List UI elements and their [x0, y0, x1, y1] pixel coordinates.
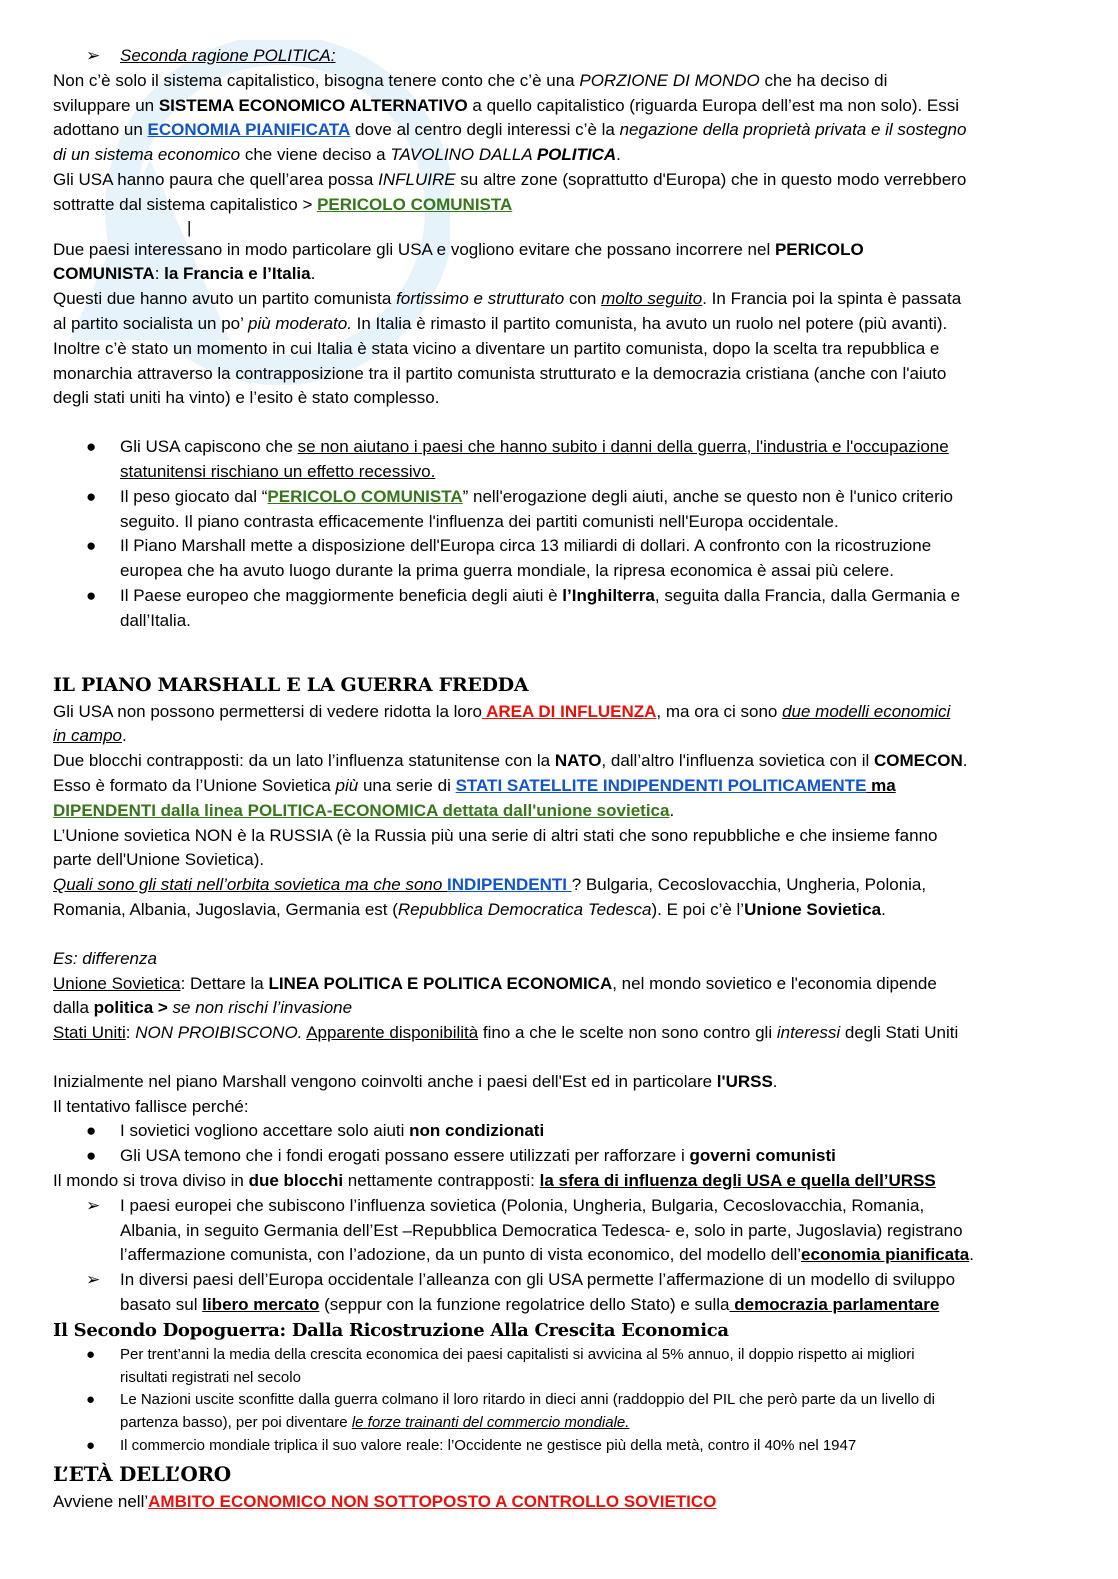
paragraph: Due paesi interessano in modo particolare gli USA e vogliono evitare che possano incorrere nel PERICOLO	[53, 239, 864, 259]
section-heading: IL PIANO MARSHALL E LA GUERRA FREDDA	[53, 673, 529, 696]
arrow-list	[53, 1194, 1063, 1318]
paragraph: DIPENDENTI dalla linea POLITICA-ECONOMICA dettata dall'unione sovietica.	[53, 800, 675, 820]
highlight-link: STATI SATELLITE INDIPENDENTI POLITICAMENTE	[455, 775, 867, 795]
paragraph: Stati Uniti: NON PROIBISCONO. Apparente disponibilità fino a che le scelte non sono contro gli interessi degli Stati Uniti	[53, 1023, 959, 1043]
bullet-list	[53, 1119, 1063, 1169]
list-item: ● Per trent’anni la media della crescita economica dei paesi capitalisti si avvicina al 5% annuo, il doppio rispetto ai migliori risultati registrati nel secolo	[86, 1345, 915, 1386]
paragraph: Inoltre c’è stato un momento in cui Italia è stata vicino a diventare un partito comunista, dopo la scelta tra repubblica e	[53, 338, 940, 358]
list-item: ● Il commercio mondiale triplica il suo valore reale: l’Occidente ne gestisce più della metà, contro il 40% nel 1947	[53, 1435, 1063, 1458]
section-heading: Il Secondo Dopoguerra: Dalla Ricostruzione Alla Crescita Economica	[53, 1319, 729, 1341]
bullet-icon: ●	[86, 1391, 96, 1409]
section-politica	[53, 44, 1063, 69]
list-item: ➢ In diversi paesi dell’Europa occidentale l’alleanza con gli USA permette l’affermazione di un modello di sviluppo basato sul libero mercato (seppur con la funzione regolatrice dello Stato) e sulla democrazia parlamentare	[86, 1270, 956, 1315]
bullet-icon: ●	[86, 486, 97, 506]
paragraph: Gli USA non possono permettersi di vedere ridotta la loro AREA DI INFLUENZA, ma ora ci sono due modelli economici	[53, 701, 951, 721]
bullet-list	[53, 1344, 1063, 1458]
paragraph: dalla politica > se non rischi l’invasione	[53, 998, 353, 1018]
paragraph: Romania, Albania, Jugoslavia, Germania est (Repubblica Democratica Tedesca). E poi c’è l’Unione Sovietica.	[53, 899, 886, 919]
list-item: ● Il peso giocato dal “PERICOLO COMUNISTA” nell'erogazione degli aiuti, anche se questo non è l'unico criterio seguito. Il piano contrasta efficacemente l'influenza dei partiti comunisti nell'Europa occidentale.	[86, 486, 953, 531]
paragraph: Esso è formato da l’Unione Sovietica più una serie di STATI SATELLITE INDIPENDENTI POLITICAMENTE ma	[53, 775, 896, 795]
paragraph: monarchia attraverso la contrapposizione tra il partito comunista strutturato e la democrazia cristiana (anche con l'aiuto	[53, 363, 947, 383]
list-item: ● Gli USA temono che i fondi erogati possano essere utilizzati per rafforzare i governi comunisti	[53, 1144, 1063, 1169]
highlight-link: PERICOLO COMUNISTA	[317, 194, 513, 214]
arrow-bullet-icon: ➢	[86, 1195, 101, 1215]
example-label: Es: differenza	[53, 948, 157, 968]
section-heading: L’ETÀ DELL’ORO	[53, 1461, 231, 1486]
paragraph: Non c’è solo il sistema capitalistico, bisogna tenere conto che c’è una PORZIONE DI MONDO che ha deciso di	[53, 70, 888, 90]
bullet-icon: ●	[86, 1121, 97, 1141]
paragraph: Quali sono gli stati nell’orbita sovietica ma che sono INDIPENDENTI ? Bulgaria, Cecoslovacchia, Ungheria, Polonia,	[53, 875, 927, 895]
highlight-link: PERICOLO COMUNISTA	[267, 486, 463, 506]
list-item: ● Gli USA capiscono che se non aiutano i paesi che hanno subito i danni della guerra, l'industria e l'occupazione statunitensi rischiano un effetto recessivo.	[86, 437, 949, 481]
highlight-link: DIPENDENTI dalla linea POLITICA-ECONOMICA dettata dall'unione sovietica	[53, 800, 670, 820]
paragraph: Due blocchi contrapposti: da un lato l’influenza statunitense con la NATO, dall’altro l'influenza sovietica con il COMECON.	[53, 751, 968, 771]
highlight-link: INDIPENDENTI	[447, 875, 572, 895]
highlight-link: AMBITO ECONOMICO NON SOTTOPOSTO A CONTROLLO SOVIETICO	[148, 1491, 717, 1511]
list-item: ➢ I paesi europei che subiscono l’influenza sovietica (Polonia, Ungheria, Bulgaria, Cecoslovacchia, Romania, Albania, in seguito Germania dell’Est –Repubblica Democratica Tedesca- e, solo in parte, Jugoslavia) registrano l’affermazione comunista, con l’adozione, da un punto di vista economico, del modello dell’economia pianificata.	[86, 1195, 974, 1265]
paragraph: Unione Sovietica: Dettare la LINEA POLITICA E POLITICA ECONOMICA, nel mondo sovietico e l'economia dipende	[53, 973, 937, 993]
paragraph: Avviene nell’AMBITO ECONOMICO NON SOTTOPOSTO A CONTROLLO SOVIETICO	[53, 1491, 717, 1511]
paragraph: parte dell'Unione Sovietica).	[53, 850, 265, 870]
paragraph: COMUNISTA: la Francia e l’Italia.	[53, 264, 316, 284]
bullet-icon: ●	[86, 536, 97, 556]
paragraph: Inizialmente nel piano Marshall vengono coinvolti anche i paesi dell'Est ed in particolare l'URSS.	[53, 1071, 778, 1091]
paragraph: al partito socialista un po’ più moderato. In Italia è rimasto il partito comunista, ha avuto un ruolo nel potere (più avanti).	[53, 313, 948, 333]
paragraph: di un sistema economico che viene deciso a TAVOLINO DALLA POLITICA.	[53, 145, 621, 165]
paragraph: Il tentativo fallisce perché:	[53, 1096, 249, 1116]
arrow-bullet-icon: ➢	[86, 46, 101, 65]
document-page	[53, 44, 1063, 1515]
highlight-link: ECONOMIA PIANIFICATA	[147, 120, 351, 140]
bullet-icon: ●	[86, 1146, 97, 1166]
paragraph: adottano un ECONOMIA PIANIFICATA dove al centro degli interessi c’è la negazione della proprietà privata e il sostegno	[53, 120, 967, 140]
bullet-icon: ●	[86, 1437, 96, 1455]
list-item: ● Il Piano Marshall mette a disposizione dell'Europa circa 13 miliardi di dollari. A confronto con la ricostruzione europea che ha avuto luogo durante la prima guerra mondiale, la ripresa economica è assai più celere.	[86, 536, 932, 581]
paragraph: sottratte dal sistema capitalistico > PERICOLO COMUNISTA	[53, 194, 513, 214]
list-item: ● I sovietici vogliono accettare solo aiuti non condizionati	[53, 1119, 1063, 1144]
list-item: ● Il Paese europeo che maggiormente beneficia degli aiuti è l’Inghilterra, seguita dalla Francia, dalla Germania e dall’Italia.	[86, 585, 961, 630]
bullet-icon: ●	[86, 1345, 96, 1363]
paragraph: degli stati uniti ha vinto) e l’esito è stato complesso.	[53, 388, 440, 408]
list-item: ● Le Nazioni uscite sconfitte dalla guerra colmano il loro ritardo in dieci anni (raddoppio del PIL che però parte da un livello di partenza basso), per poi diventare le forze trainanti del commercio mondiale.	[86, 1391, 935, 1432]
list-item	[53, 44, 1063, 69]
paragraph: in campo.	[53, 726, 127, 746]
bullet-icon: ●	[86, 437, 97, 457]
paragraph: L’Unione sovietica NON è la RUSSIA (è la Russia più una serie di altri stati che sono repubbliche e che insieme fanno	[53, 825, 938, 845]
arrow-bullet-icon: ➢	[86, 1270, 101, 1290]
bullet-list	[53, 435, 1063, 633]
subsection-title: Seconda ragione POLITICA:	[120, 46, 336, 65]
paragraph: sviluppare un SISTEMA ECONOMICO ALTERNATIVO a quello capitalistico (riguarda Europa dell’est ma non solo). Essi	[53, 95, 960, 115]
paragraph: Il mondo si trova diviso in due blocchi nettamente contrapposti: la sfera di influenza degli USA e quella dell’URSS	[53, 1171, 936, 1191]
paragraph: Questi due hanno avuto un partito comunista fortissimo e strutturato con molto seguito. In Francia poi la spinta è passata	[53, 289, 962, 309]
highlight-link: AREA DI INFLUENZA	[482, 701, 657, 721]
vertical-bar: |	[187, 217, 192, 237]
paragraph: Gli USA hanno paura che quell’area possa INFLUIRE su altre zone (soprattutto d'Europa) che in questo modo verrebbero	[53, 169, 967, 189]
bullet-icon: ●	[86, 585, 97, 605]
